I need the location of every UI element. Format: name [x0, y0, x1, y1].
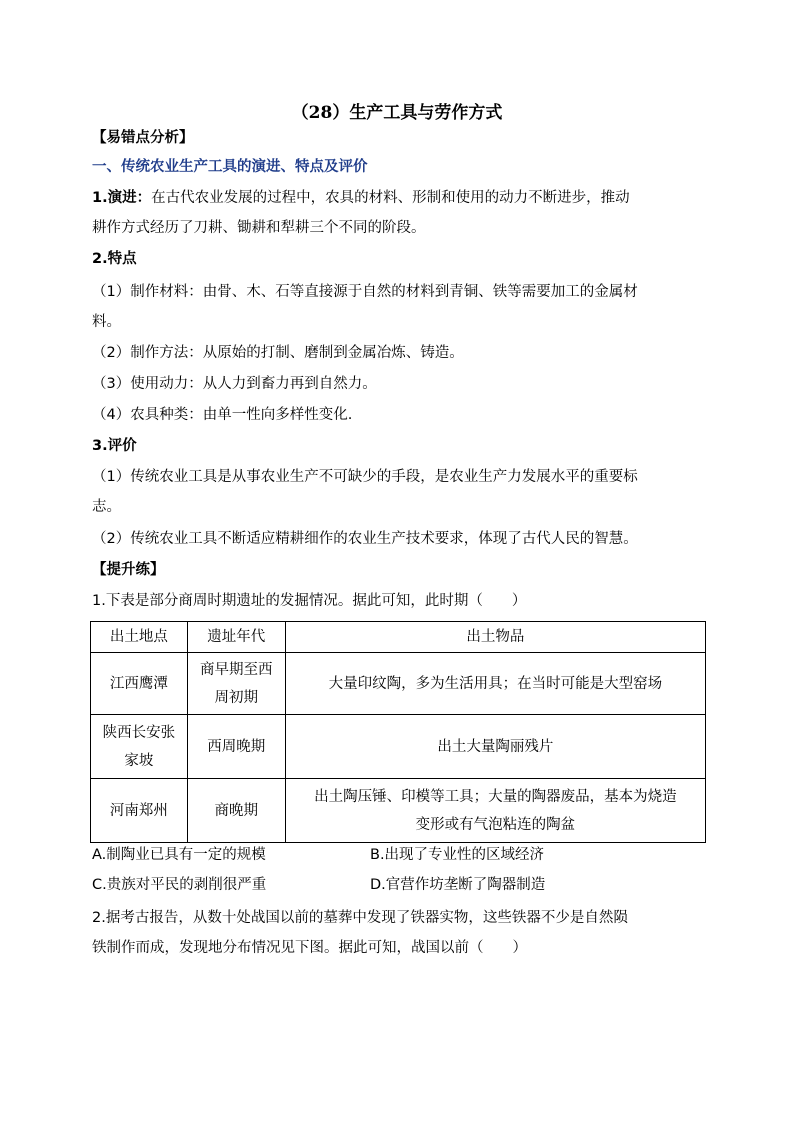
cell-line: 家坡: [124, 752, 154, 769]
practice-header: 【提升练】: [92, 562, 165, 578]
features-label: 2.特点: [92, 251, 137, 267]
question-2-stem-1: 2.据考古报告，从数十处战国以前的墓葬中发现了铁器实物，这些铁器不少是自然陨: [92, 910, 628, 926]
evaluation-1-line-1: （1）传统农业工具是从事农业生产不可缺少的手段，是农业生产力发展水平的重要标: [92, 469, 638, 485]
feature-power: （3）使用动力：从人力到畜力再到自然力。: [92, 376, 377, 392]
option-b: B.出现了专业性的区域经济: [370, 847, 545, 863]
feature-material-1: （1）制作材料：由骨、木、石等直接源于自然的材料到青铜、铁等需要加工的金属材: [92, 284, 638, 300]
cell-line: 变形或有气泡粘连的陶盆: [415, 816, 576, 833]
analysis-header: 【易错点分析】: [92, 130, 194, 146]
option-a: A.制陶业已具有一定的规模: [92, 847, 266, 863]
evaluation-label: 3.评价: [92, 438, 137, 454]
option-c: C.贵族对平民的剥削很严重: [92, 877, 267, 893]
cell-line: 商晚期: [214, 802, 259, 819]
table-cell-place: [91, 715, 188, 779]
feature-types: （4）农具种类：由单一性向多样性变化.: [92, 407, 353, 423]
option-d: D.官营作坊垄断了陶器制造: [370, 877, 546, 893]
evolution-text-2: 耕作方式经历了刀耕、锄耕和犁耕三个不同的阶段。: [92, 220, 426, 236]
table-cell-items: [285, 779, 705, 843]
cell-line: 出土陶压锤、印模等工具；大量的陶器废品，基本为烧造: [314, 788, 677, 805]
table-cell-place: [91, 779, 188, 843]
evolution-label: 1.演进：: [92, 190, 152, 206]
table-row: [91, 779, 706, 843]
excavation-table: [90, 621, 706, 843]
cell-line: 江西鹰潭: [109, 675, 168, 692]
cell-line: 陕西长安张: [102, 724, 176, 741]
table-cell-items: [285, 653, 705, 715]
table-cell-era: [187, 653, 285, 715]
evaluation-1-line-2: 志。: [92, 499, 121, 515]
evolution-text-1: 在古代农业发展的过程中，农具的材料、形制和使用的动力不断进步，推动: [151, 190, 630, 206]
table-row: [91, 715, 706, 779]
table-header-cell: 出土地点: [91, 622, 188, 653]
table-header-cell: 出土物品: [285, 622, 705, 653]
feature-material-2: 料。: [92, 314, 121, 330]
question-1-stem: 1.下表是部分商周时期遗址的发掘情况。据此可知，此时期（ ）: [92, 593, 527, 609]
table-header-cell: 遗址年代: [187, 622, 285, 653]
cell-line: 西周晚期: [207, 738, 266, 755]
evaluation-2: （2）传统农业工具不断适应精耕细作的农业生产技术要求，体现了古代人民的智慧。: [92, 531, 638, 547]
table-header-row: [91, 622, 706, 653]
page-title: （28）生产工具与劳作方式: [291, 103, 503, 123]
table-row: [91, 653, 706, 715]
cell-line: 河南郑州: [109, 802, 168, 819]
feature-method: （2）制作方法：从原始的打制、磨制到金属冶炼、铸造。: [92, 345, 464, 361]
cell-line: 大量印纹陶，多为生活用具；在当时可能是大型窑场: [328, 675, 663, 692]
table-cell-place: [91, 653, 188, 715]
table-cell-era: [187, 715, 285, 779]
section-heading: 一、传统农业生产工具的演进、特点及评价: [92, 159, 368, 175]
cell-line: 周初期: [214, 689, 259, 706]
question-2-stem-2: 铁制作而成，发现地分布情况见下图。据此可知，战国以前（ ）: [92, 940, 527, 956]
table-cell-items: [285, 715, 705, 779]
table-cell-era: [187, 779, 285, 843]
cell-line: 商早期至西: [200, 661, 273, 678]
paragraph-evolution: [92, 188, 712, 208]
cell-line: 出土大量陶丽残片: [437, 738, 554, 755]
